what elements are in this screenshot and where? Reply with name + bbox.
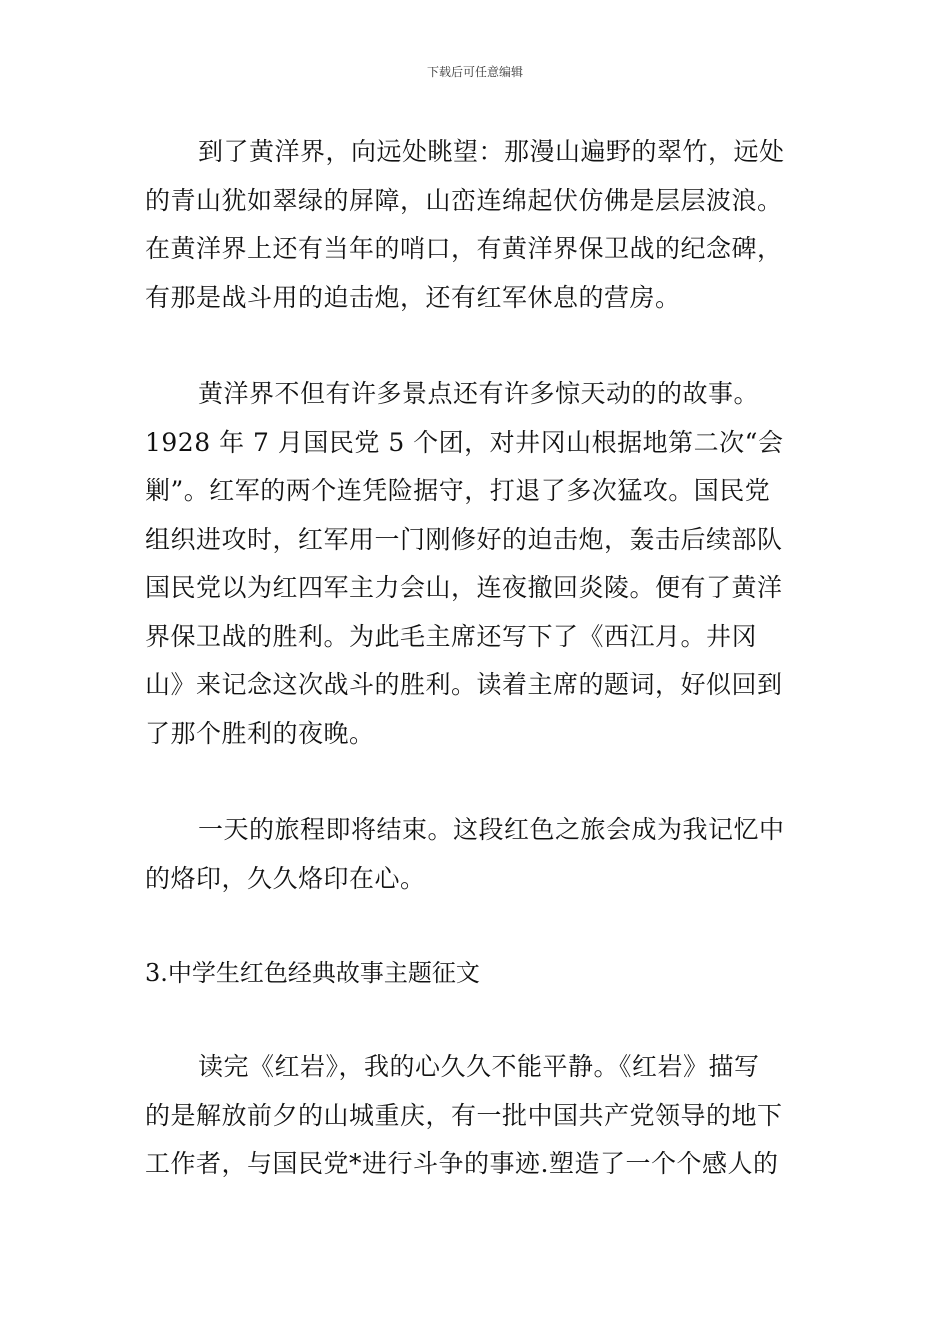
text-line: 山》来记念这次战斗的胜利。读着主席的题词，好似回到 [145,670,783,699]
text-line: 了那个胜利的夜晚。 [145,718,375,748]
text-line: 读完《红岩》，我的心久久不能平静。《红岩》描写 [198,1052,760,1081]
document-body [145,128,809,1189]
text-line: 组织进攻时，红军用一门刚修好的迫击炮，轰击后续部队 [145,524,783,554]
text-line: 的烙印，久久烙印在心。 [145,863,426,893]
text-line: 工作者，与国民党*进行斗争的事迹.塑造了一个个感人的 [145,1149,779,1178]
text-line: 界保卫战的胜利。为此毛主席还写下了《西江月。井冈 [145,621,758,651]
paragraph-hongyan [145,1043,809,1189]
text-line: 剿”。红军的两个连凭险据守，打退了多次猛攻。国民党 [145,476,771,505]
paragraph-gap [145,903,809,949]
text-line: 在黄洋界上还有当年的哨口，有黄洋界保卫战的纪念碑， [145,234,783,263]
text-line: 1928 年 7 月国民党 5 个团，对井冈山根据地第二次“会 [145,427,784,457]
paragraph-battle-story [145,370,809,758]
text-line: 国民党以为红四军主力会山，连夜撤回炎陵。便有了黄洋 [145,573,783,602]
text-line: 一天的旅程即将结束。这段红色之旅会成为我记忆中 [198,815,785,844]
text-line: 的是解放前夕的山城重庆，有一批中国共产党领导的地下 [145,1100,783,1130]
paragraph-gap [145,758,809,806]
text-line: 到了黄洋界，向远处眺望：那漫山遍野的翠竹，远处 [198,137,785,166]
page-header: 下载后可任意编辑 [426,65,523,79]
text-line: 有那是战斗用的迫击炮，还有红军休息的营房。 [145,282,681,312]
section-heading: 3.中学生红色经典故事主题征文 [145,959,480,987]
paragraph-gap [145,997,809,1043]
paragraph-journey-end [145,806,809,903]
paragraph-huangyangjie-view [145,128,809,322]
text-line: 黄洋界不但有许多景点还有许多惊天动的的故事。 [198,379,760,408]
text-line: 的青山犹如翠绿的屏障，山峦连绵起伏仿佛是层层波浪。 [145,185,783,215]
paragraph-gap [145,322,809,370]
